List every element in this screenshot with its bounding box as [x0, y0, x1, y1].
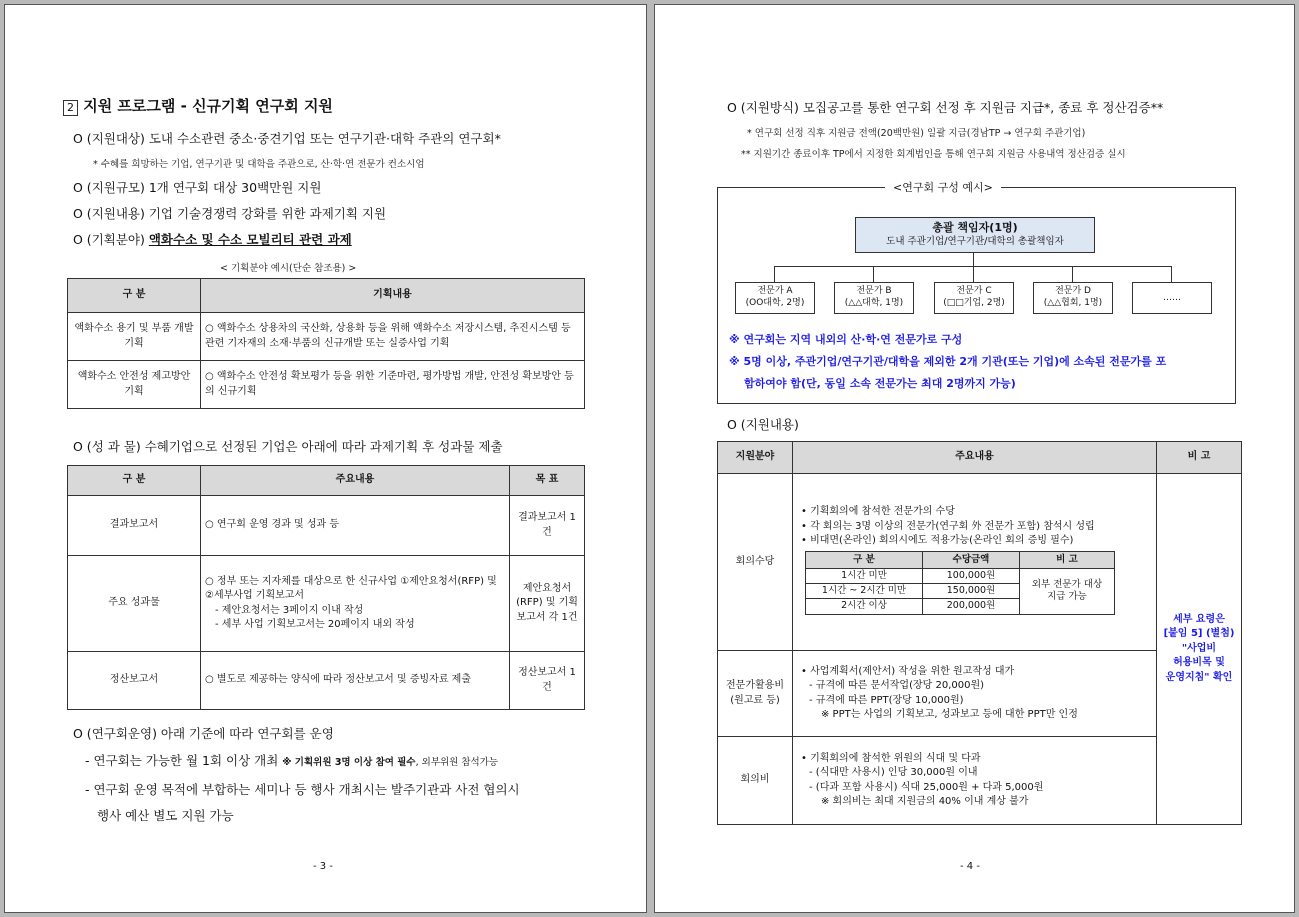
page-number: - 4 -: [960, 861, 980, 872]
row1-line2: • 각 회의는 3명 이상의 전문가(연구회 外 전문가 포함) 참석시 성립: [801, 520, 1095, 532]
table-header-content: 주요내용: [793, 442, 1157, 474]
expert-a-box: [735, 282, 815, 314]
table1-header-2: 기획내용: [201, 279, 585, 313]
operation-line1-note-tail: , 외부위원 참석가능: [415, 757, 499, 768]
allowance-note-line2: 지급 가능: [1047, 591, 1087, 603]
table2-row1-category: 결과보고서: [68, 496, 201, 556]
allowance-table: [805, 551, 1115, 615]
table1-row2-category: 액화수소 안전성 제고방안 기획: [68, 361, 201, 409]
row2-field: [718, 651, 793, 737]
table2-row2-line1: ○ 정부 또는 지자체를 대상으로 한 신규사업 ①제안요청서(RFP) 및 ②세부사업 기획보고서: [205, 575, 497, 601]
table-row: [806, 568, 1115, 583]
table-header-field: 지원분야: [718, 442, 793, 474]
page-4: [654, 4, 1295, 913]
page-3: [4, 4, 647, 913]
field-value: 액화수소 및 수소 모빌리티 관련 과제: [148, 232, 352, 247]
expert-c-name: 전문가 C: [956, 286, 992, 296]
expert-b-sub: (△△대학, 1명): [844, 298, 904, 309]
org-line-e: [1171, 266, 1172, 282]
allowance-header-2: 수당금액: [923, 551, 1020, 568]
table1-row1-category: 액화수소 용기 및 부품 개발 기획: [68, 313, 201, 361]
expert-c-sub: (□□기업, 2명): [943, 298, 1005, 309]
org-top-sub: 도내 주관기업/연구기관/대학의 총괄책임자: [886, 235, 1064, 247]
expert-a-sub: (OO대학, 2명): [745, 298, 805, 309]
table-row: [68, 361, 585, 409]
table2-header-1: 구 분: [68, 466, 201, 496]
row3-content: [793, 737, 1157, 825]
table1-row2-content: ○ 액화수소 안전성 확보평가 등을 위한 기준마련, 평가방법 개발, 안전성 확보방안 등의 신규기획: [201, 361, 585, 409]
org-note-2a: ※ 5명 이상, 주관기업/연구기관/대학을 제외한 2개 기관(또는 기업)에 소속된 전문가를 포: [729, 355, 1167, 368]
support-content-table: [717, 441, 1242, 825]
target-item: O (지원대상) 도내 수소관련 중소·중견기업 또는 연구기관·대학 주관의 연구회*: [73, 131, 501, 146]
section-number-box: 2: [63, 100, 78, 116]
planning-field-table: [67, 278, 585, 409]
table2-row2-category: 주요 성과물: [68, 556, 201, 652]
row2-line2: - 규격에 따른 문서작업(장당 20,000원): [809, 680, 985, 691]
org-line-b: [873, 266, 874, 282]
results-item: O (성 과 물) 수혜기업으로 선정된 기업은 아래에 따라 과제기획 후 성과물 제출: [73, 439, 503, 454]
deliverables-table: [67, 465, 585, 710]
method-note-2: ** 지원기간 종료이후 TP에서 지정한 회계법인을 통해 연구회 지원금 사용내역 정산검증 실시: [741, 149, 1126, 160]
remark-line5: 운영지침" 확인: [1165, 671, 1233, 683]
table-row: [718, 474, 1242, 651]
row2-line3: - 규격에 따른 PPT(장당 10,000원): [809, 694, 964, 706]
remark-line4: 허용비목 및: [1173, 657, 1225, 669]
table1-row1-content: ○ 액화수소 상용차의 국산화, 상용화 등을 위해 액화수소 저장시스템, 추진시스템 등 관련 기자재의 소재·부품의 신규개발 또는 실증사업 기획: [201, 313, 585, 361]
allowance-header-1: 구 분: [806, 551, 923, 568]
expert-b-box: [834, 282, 914, 314]
operation-item: O (연구회운영) 아래 기준에 따라 연구회를 운영: [73, 726, 334, 741]
operation-line3: 행사 예산 별도 지원 가능: [97, 808, 234, 823]
row3-line4: ※ 회의비는 최대 지원금의 40% 이내 계상 불가: [821, 796, 1029, 807]
allowance-row2-key: 1시간 ~ 2시간 미만: [806, 583, 923, 598]
table2-row3-category: 정산보고서: [68, 652, 201, 710]
content-item: O (지원내용) 기업 기술경쟁력 강화를 위한 과제기획 지원: [73, 206, 387, 221]
row2-line4: ※ PPT는 사업의 기획보고, 성과보고 등에 대한 PPT만 인정: [821, 709, 1078, 720]
org-note-1: ※ 연구회는 지역 내외의 산·학·연 전문가로 구성: [729, 333, 963, 346]
allowance-row3-value: 200,000원: [923, 599, 1020, 614]
org-line-d: [1072, 266, 1073, 282]
table2-row2-content: [201, 556, 510, 652]
remark-line2: [붙임 5] (별첨): [1163, 628, 1235, 640]
method-item: O (지원방식) 모집공고를 통한 연구회 선정 후 지원금 지급*, 종료 후 정산검증**: [727, 100, 1164, 115]
table-row: [68, 652, 585, 710]
field-label: O (기획분야): [73, 232, 149, 247]
operation-line1: [85, 751, 498, 769]
target-note: * 수혜를 희망하는 기업, 연구기관 및 대학을 주관으로, 산·학·연 전문가 컨소시엄: [93, 159, 425, 170]
page-number: - 3 -: [313, 861, 333, 872]
org-chart-caption: <연구회 구성 예시>: [885, 179, 1001, 195]
expert-d-name: 전문가 D: [1055, 286, 1091, 296]
row1-line1: • 기획회의에 참석한 전문가의 수당: [801, 506, 955, 518]
table2-row2-line2: - 제안요청서는 3페이지 이내 작성: [215, 604, 364, 616]
expert-d-sub: (△△협회, 1명): [1043, 298, 1103, 309]
table2-header-2: 주요내용: [201, 466, 510, 496]
table2-row2-target: 제안요청서(RFP) 및 기획보고서 각 1건: [510, 556, 585, 652]
allowance-note: [1020, 568, 1115, 614]
org-note-2b: 함하여야 함(단, 동일 소속 전문가는 최대 2명까지 가능): [744, 377, 1016, 390]
allowance-row2-value: 150,000원: [923, 583, 1020, 598]
row2-field-line2: (원고료 등): [730, 694, 780, 706]
operation-line2: - 연구회 운영 목적에 부합하는 세미나 등 행사 개최시는 발주기관과 사전 협의시: [85, 782, 520, 797]
table2-header-3: 목 표: [510, 466, 585, 496]
org-top-box: [855, 217, 1095, 253]
remark-line1: 세부 요령은: [1173, 613, 1225, 625]
row2-field-line1: 전문가활용비: [726, 680, 784, 691]
table2-row3-target: 정산보고서 1건: [510, 652, 585, 710]
row3-line2: - (식대만 사용시) 인당 30,000원 이내: [809, 767, 978, 778]
expert-more-text: ……: [1163, 293, 1181, 303]
support-content-item: O (지원내용): [727, 417, 799, 432]
section-title: [63, 95, 333, 116]
row3-line1: • 기획회의에 참석한 위원의 식대 및 다과: [801, 752, 981, 764]
row2-content: [793, 651, 1157, 737]
table2-row2-line3: - 세부 사업 기획보고서는 20페이지 내외 작성: [215, 619, 415, 630]
expert-b-name: 전문가 B: [856, 286, 892, 296]
allowance-row1-value: 100,000원: [923, 568, 1020, 583]
table2-row1-content: ○ 연구회 운영 경과 및 성과 등: [201, 496, 510, 556]
table-header-remark: 비 고: [1157, 442, 1242, 474]
row1-line3: • 비대면(온라인) 회의시에도 적용가능(온라인 회의 증빙 필수): [801, 535, 1074, 547]
field-item: [73, 230, 352, 248]
row1-field: 회의수당: [718, 474, 793, 651]
expert-more-box: [1132, 282, 1212, 314]
allowance-header-3: 비 고: [1020, 551, 1115, 568]
table-row: [68, 556, 585, 652]
table2-row1-target: 결과보고서 1건: [510, 496, 585, 556]
row2-line1: • 사업계획서(제안서) 작성을 위한 원고작성 대가: [801, 665, 1015, 677]
remark-line3: "사업비: [1181, 642, 1217, 654]
expert-d-box: [1033, 282, 1113, 314]
table1-caption: < 기획분야 예시(단순 참조용) >: [220, 263, 357, 274]
expert-c-box: [934, 282, 1014, 314]
table-row: [68, 313, 585, 361]
allowance-row3-key: 2시간 이상: [806, 599, 923, 614]
table-row: [68, 496, 585, 556]
org-line-a: [774, 266, 775, 282]
org-top-title: 총괄 책임자(1명): [932, 221, 1018, 234]
operation-line1-text: - 연구회는 가능한 월 1회 이상 개최: [85, 753, 279, 768]
row3-line3: - (다과 포함 사용시) 식대 25,000원 + 다과 5,000원: [809, 781, 1044, 793]
table1-header-1: 구 분: [68, 279, 201, 313]
expert-a-name: 전문가 A: [757, 286, 793, 296]
row3-field: 회의비: [718, 737, 793, 825]
remark-cell: [1157, 474, 1242, 825]
row1-content: [793, 474, 1157, 651]
operation-line1-note: ※ 기획위원 3명 이상 참여 필수: [282, 757, 416, 768]
org-line-c: [973, 266, 974, 282]
allowance-note-line1: 외부 전문가 대상: [1031, 578, 1103, 590]
scale-item: O (지원규모) 1개 연구회 대상 30백만원 지원: [73, 180, 322, 195]
section-title-text: 지원 프로그램 - 신규기획 연구회 지원: [83, 97, 333, 115]
org-line-vertical: [973, 252, 974, 266]
table2-row3-content: ○ 별도로 제공하는 양식에 따라 정산보고서 및 증빙자료 제출: [201, 652, 510, 710]
allowance-row1-key: 1시간 미만: [806, 568, 923, 583]
method-note-1: * 연구회 선정 직후 지원금 전액(20백만원) 일괄 지급(경남TP → 연구회 주관기업): [747, 128, 1086, 139]
